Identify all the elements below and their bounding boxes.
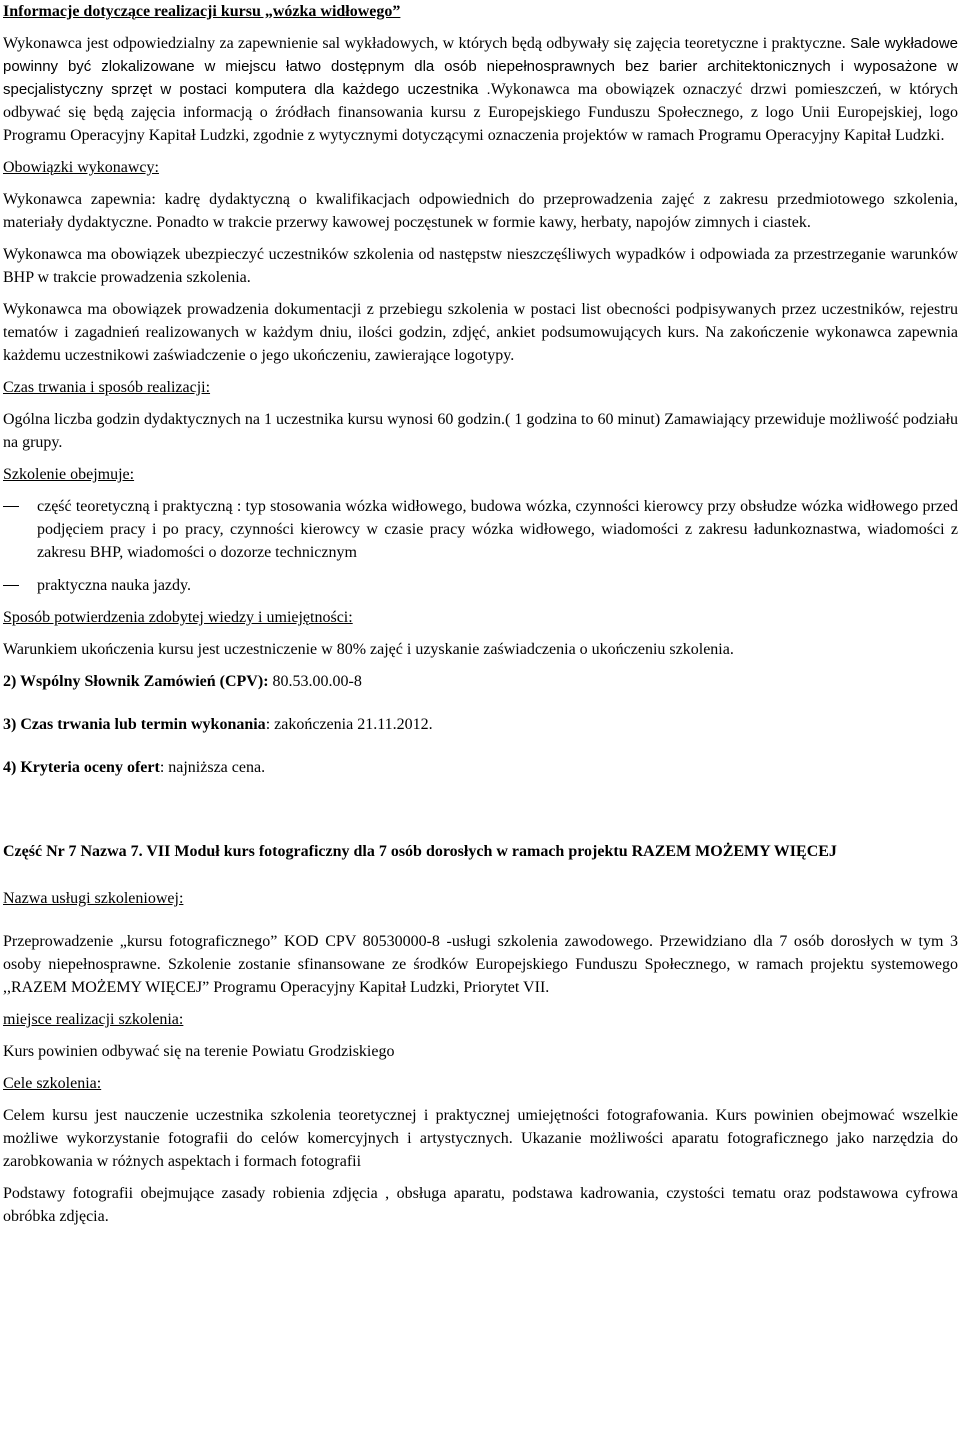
paragraph-miejsce: Kurs powinien odbywać się na terenie Powiatu Grodziskiego — [3, 1043, 395, 1060]
paragraph-nazwa: Przeprowadzenie „kursu fotograficznego” KOD CPV 80530000-8 -usługi szkolenia zawodowego. Przewidziano dla 7 osób dorosłych w tym 3 osoby niepełnosprawne. Szkolenie zostanie sfinansowane ze środków Europejskiego Funduszu Społecznego, w ramach projektu systemowego ,,RAZEM MOŻEMY WIĘCEJ” Programu Operacyjny Kapitał Ludzki, Priorytet VII. — [3, 933, 958, 996]
item-kryteria-value: : najniższa cena. — [159, 759, 266, 776]
list-item — [3, 574, 958, 597]
paragraph-obowiazki-1: Wykonawca zapewnia: kadrę dydaktyczną o kwalifikacjach odpowiednich do przeprowadzenia zajęć z zakresu przedmiotowego szkolenia, materiały dydaktyczne. Ponadto w trakcie przerwy kawowej poczęstunek w formie kawy, herbaty, napojów zimnych i ciastek. — [3, 191, 958, 231]
heading-sposob: Sposób potwierdzenia zdobytej wiedzy i umiejętności: — [3, 609, 353, 626]
list-item-text: praktyczna nauka jazdy. — [37, 577, 191, 594]
section-title: Informacje dotyczące realizacji kursu „wózka widłowego” — [3, 3, 401, 20]
item-cpv-value: 80.53.00.00-8 — [268, 673, 362, 690]
item-termin-value: : zakończenia 21.11.2012. — [265, 716, 433, 733]
list-item-text: część teoretyczną i praktyczną : typ stosowania wózka widłowego, budowa wózka, czynności kierowcy przy obsłudze wózka widłowego przed podjęciem pracy i po pracy, czynności kierowcy w czasie pracy wózka widłowego, wiadomości z zakresu ładunkoznastwa, wiadomości z zakresu BHP, wiadomości o dozorze technicznym — [37, 498, 958, 561]
item-cpv-label: 2) Wspólny Słownik Zamówień (CPV): — [3, 673, 269, 690]
list-item — [3, 495, 958, 564]
venue-text-3: Wykonawca ma obowiązek oznaczyć drzwi pomieszczeń, w których odbywać się będą zajęcia informacją o źródłach finansowania kursu z Europejskiego Funduszu Społecznego, z logo Unii Europejskiej, logo Programu Operacyjny Kapitał Ludzki, zgodnie z wytycznymi dotyczącymi oznaczenia projektów w ramach Programu Operacyjny Kapitał Ludzki. — [3, 81, 958, 144]
venue-text-1: Wykonawca jest odpowiedzialny za zapewnienie sal wykładowych, w których będą odbywały się zajęcia teoretyczne i praktyczne. — [3, 35, 851, 52]
paragraph-cele-2: Podstawy fotografii obejmujące zasady robienia zdjęcia , obsługa aparatu, podstawa kadrowania, czystości tematu oraz podstawowa cyfrowa obróbka zdjęcia. — [3, 1185, 958, 1225]
venue-text-2: Sale wykładowe powinny być zlokalizowane w miejscu łatwo dostępnym dla osób niepełnosprawnych bez barier architektonicznych i wyposażone w specjalistyczny sprzęt w postaci komputera dla każdego uczestnika . — [3, 35, 959, 98]
item-termin — [3, 713, 958, 736]
paragraph-cele-1: Celem kursu jest nauczenie uczestnika szkolenia teoretycznej i praktycznej umiejętności fotografowania. Kurs powinien obejmować wszelkie możliwe wykorzystanie fotografii do celów komercyjnych i artystycznych. Ukazanie możliwości aparatu fotograficznego jako narzędzia do zarobkowania w różnych aspektach i formach fotografii — [3, 1107, 958, 1170]
heading-cele: Cele szkolenia: — [3, 1075, 102, 1092]
heading-obowiazki: Obowiązki wykonawcy: — [3, 159, 159, 176]
item-kryteria — [3, 756, 958, 779]
item-termin-label: 3) Czas trwania lub termin wykonania — [3, 716, 266, 733]
heading-miejsce: miejsce realizacji szkolenia: — [3, 1011, 184, 1028]
paragraph-venue — [3, 32, 958, 147]
heading-czas: Czas trwania i sposób realizacji: — [3, 379, 211, 396]
paragraph-sposob: Warunkiem ukończenia kursu jest uczestniczenie w 80% zajęć i uzyskanie zaświadczenia o ukończeniu szkolenia. — [3, 641, 734, 658]
item-cpv — [3, 670, 958, 693]
heading-nazwa: Nazwa usługi szkoleniowej: — [3, 890, 184, 907]
szkolenie-list — [3, 495, 958, 597]
item-kryteria-label: 4) Kryteria oceny ofert — [3, 759, 160, 776]
paragraph-czas: Ogólna liczba godzin dydaktycznych na 1 uczestnika kursu wynosi 60 godzin.( 1 godzina to 60 minut) Zamawiający przewiduje możliwość podziału na grupy. — [3, 411, 958, 451]
heading-szkolenie: Szkolenie obejmuje: — [3, 466, 135, 483]
paragraph-obowiazki-2: Wykonawca ma obowiązek ubezpieczyć uczestników szkolenia od następstw nieszczęśliwych wypadków i odpowiada za przestrzeganie warunków BHP w trakcie prowadzenia szkolenia. — [3, 246, 958, 286]
part-title: Część Nr 7 Nazwa 7. VII Moduł kurs fotograficzny dla 7 osób dorosłych w ramach projektu RAZEM MOŻEMY WIĘCEJ — [3, 843, 837, 860]
paragraph-obowiazki-3: Wykonawca ma obowiązek prowadzenia dokumentacji z przebiegu szkolenia w postaci list obecności podpisywanych przez uczestników, rejestru tematów i zagadnień realizowanych w każdym dniu, ilości godzin, zdjęć, ankiet podsumowujących kurs. Na zakończenie wykonawca zapewnia każdemu uczestnikowi zaświadczenie o jego ukończeniu, zawierające logotypy. — [3, 301, 958, 364]
